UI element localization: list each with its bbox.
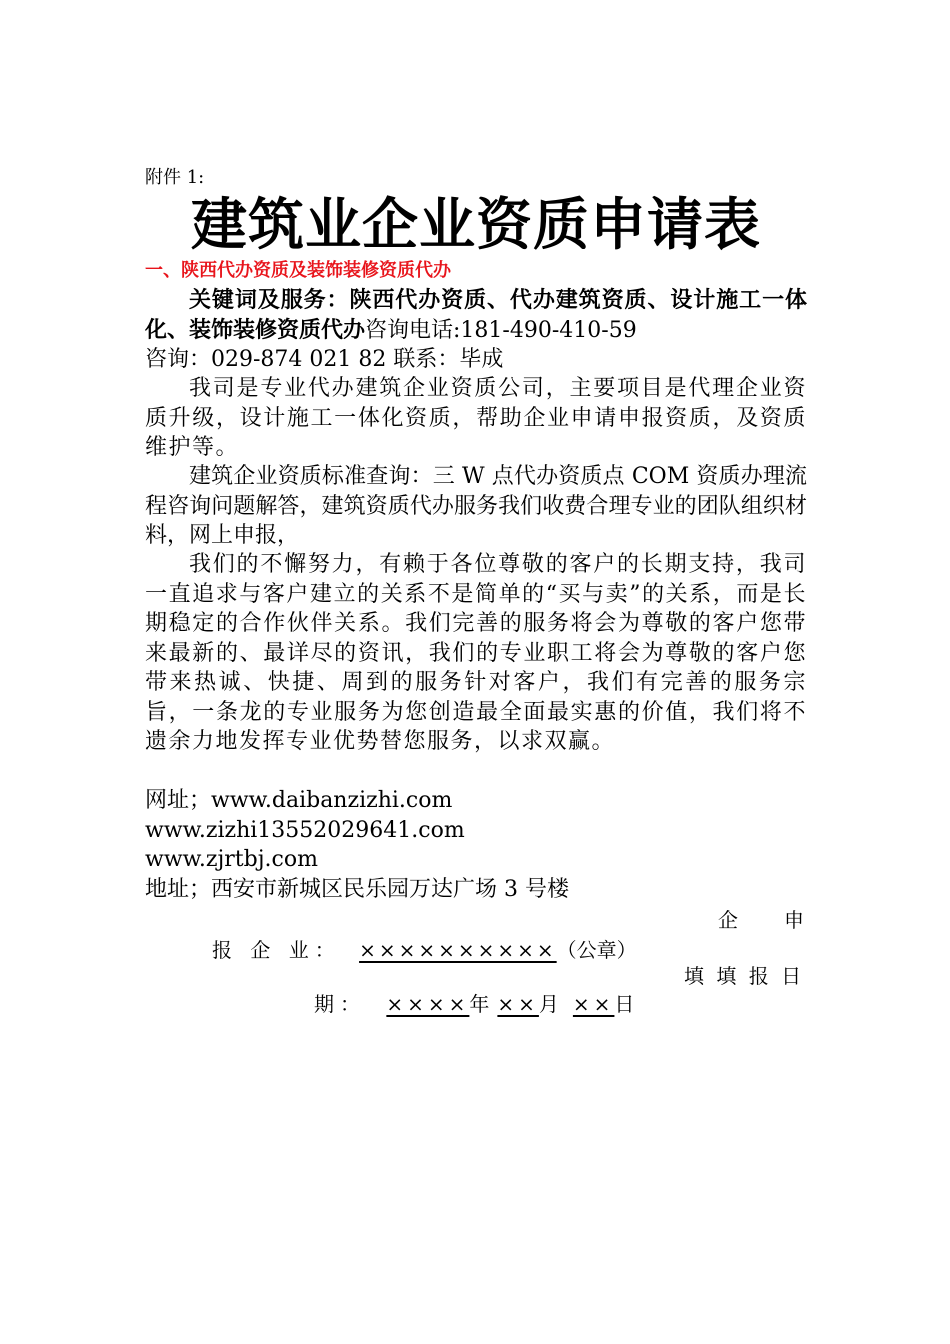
phone-text: 咨询电话:181-490-410-59: [365, 317, 637, 343]
annex-label: 附件 1:: [145, 167, 205, 188]
date-month-unit: 月: [538, 992, 559, 1016]
document-title: 建筑业企业资质申请表: [191, 193, 761, 258]
date-label-b: 期：: [314, 992, 366, 1016]
date-month: ××: [497, 992, 539, 1016]
website-link-2: www.zizhi13552029641.com: [145, 817, 465, 843]
seal-label: （公章）: [556, 938, 637, 962]
website-line: 网址；www.daibanzizhi.com: [145, 788, 453, 813]
contact-block: [145, 786, 807, 904]
consult-line: 咨询：029-874 021 82 联系：毕成: [145, 347, 504, 372]
service-paragraph: 我们的不懈努力，有赖于各位尊敬的客户的长期支持，我司一直追求与客户建立的关系不是简单的“买与卖”的关系，而是长期稳定的合作伙伴关系。我们完善的服务将会为尊敬的客户您带来最新的、最详尽的资讯，我们的专业职工将会为尊敬的客户您带来热诚、快捷、周到的服务针对客户，我们有完善的服务宗旨，一条龙的专业服务为您创造最全面最实惠的价值，我们将不遗余力地发挥专业优势替您服务，以求双赢。: [145, 552, 807, 754]
date-row: [314, 990, 634, 1018]
keywords-paragraph: [145, 286, 807, 375]
keywords-text: 关键词及服务：陕西代办资质、代办建筑资质、设计施工一体化、装饰装修资质代办: [145, 287, 807, 343]
date-day: ××: [572, 992, 615, 1016]
applicant-value: ××××××××××: [359, 938, 557, 962]
applicant-label-b: 报 企 业：: [212, 938, 341, 962]
applicant-label-a: 企 申: [718, 908, 806, 932]
address-line: 地址；西安市新城区民乐园万达广场 3 号楼: [145, 876, 569, 902]
section-heading: 一、陕西代办资质及装饰装修资质代办: [145, 260, 451, 281]
applicant-row: [212, 936, 637, 964]
standard-paragraph: 建筑企业资质标准查询：三 W 点代办资质点 COM 资质办理流程咨询问题解答，建筑资质代办服务我们收费合理专业的团队组织材料，网上申报，: [145, 464, 807, 548]
intro-paragraph: 我司是专业代办建筑企业资质公司，主要项目是代理企业资质升级，设计施工一体化资质，帮助企业申请申报资质，及资质维护等。: [145, 376, 807, 460]
website-link-3: www.zjrtbj.com: [145, 847, 318, 872]
date-label-a: 填 填 报 日: [684, 964, 805, 988]
date-day-unit: 日: [614, 992, 635, 1016]
date-year-unit: 年: [469, 992, 490, 1016]
date-year: ××××: [386, 992, 470, 1016]
